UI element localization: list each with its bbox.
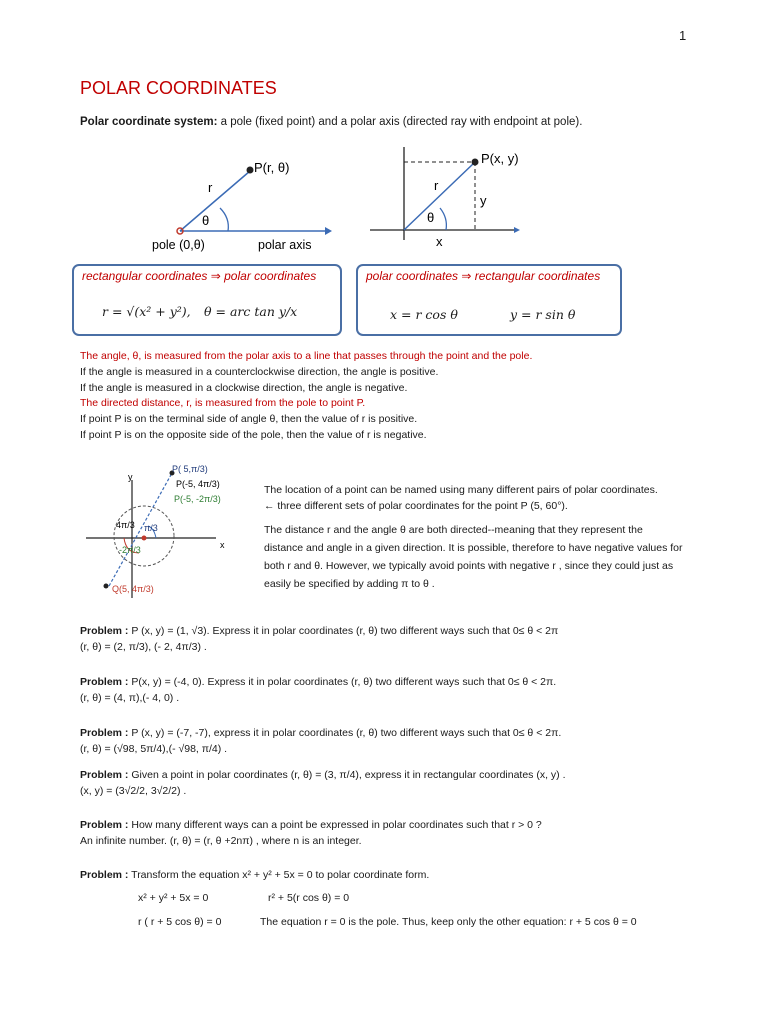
x-axis-arrow [514, 227, 520, 233]
location-line-2: ← three different sets of polar coordinates for the point P (5, 60°). [264, 500, 568, 512]
formula-y: y = r sin θ [510, 307, 576, 322]
rect-diagram [370, 145, 530, 255]
problem-1-answer: (r, θ) = (2, π/3), (- 2, 4π/3) . [80, 640, 207, 653]
point-pxy-label: P(x, y) [481, 151, 519, 166]
problem-6-text: Transform the equation x² + y² + 5x = 0 to polar coordinate form. [128, 869, 430, 881]
polar-diagram [140, 150, 340, 260]
fig3-angle3: -2π/3 [119, 545, 141, 555]
equation-4: The equation r = 0 is the pole. Thus, keep only the other equation: r + 5 cos θ = 0 [260, 916, 637, 928]
location-line-5: both r and θ. However, we typically avoid points with negative r , since they could just as [264, 560, 674, 572]
fig3-angle2: π/3 [144, 523, 158, 533]
angle-rules [80, 349, 532, 444]
fig3-y-label: y [128, 472, 133, 482]
page-title: POLAR COORDINATES [80, 78, 277, 98]
multiple-coords-diagram [84, 458, 254, 600]
fig3-point-q [104, 584, 109, 589]
problem-3-label: Problem : [80, 727, 129, 739]
y-label-2: y [480, 193, 487, 208]
problem-6-label: Problem : [80, 869, 129, 881]
problem-3-text: P (x, y) = (-7, -7), express it in polar coordinates (r, θ) two different ways such that 0≤ θ < 2π. [128, 727, 562, 739]
problem-4-answer: (x, y) = (3√2/2, 3√2/2) . [80, 784, 187, 797]
formula-theta: θ = arc tan y/x [204, 304, 298, 319]
point-p-label: P(r, θ) [254, 160, 290, 175]
formula-x: x = r cos θ [390, 307, 458, 322]
problem-5 [80, 818, 542, 849]
radius-line-2 [404, 163, 474, 230]
problem-1-text: P (x, y) = (1, √3). Express it in polar coordinates (r, θ) two different ways such that 0≤ θ < 2π [128, 625, 559, 637]
rule-line-2: If the angle is measured in a counterclockwise direction, the angle is positive. [80, 365, 439, 378]
polar-to-rect-title: polar coordinates ⇒ rectangular coordinates [366, 269, 601, 283]
location-line-4: distance and angle in a given direction. It is possible, therefore to have negative values for [264, 542, 683, 554]
location-line-6: easily be specified by adding π to θ . [264, 578, 435, 590]
problem-3-answer: (r, θ) = (√98, 5π/4),(- √98, π/4) . [80, 742, 228, 755]
rule-line-1: The angle, θ, is measured from the polar axis to a line that passes through the point and the pole. [80, 350, 533, 362]
point-p-dot [247, 167, 254, 174]
problem-2-label: Problem : [80, 676, 129, 688]
equation-1: x² + y² + 5x = 0 [138, 892, 209, 904]
problem-5-answer: An infinite number. (r, θ) = (r, θ +2nπ) , where n is an integer. [80, 834, 362, 847]
rule-line-4: The directed distance, r, is measured from the pole to point P. [80, 397, 366, 410]
formula-r: r = √(x² + y²), [102, 304, 191, 319]
problem-3 [80, 726, 561, 757]
rule-line-5: If point P is on the terminal side of angle θ, then the value of r is positive. [80, 413, 418, 426]
problem-5-label: Problem : [80, 819, 129, 831]
problem-6 [80, 868, 429, 884]
pole-label: pole (0,θ) [152, 238, 205, 252]
radius-line [180, 171, 250, 231]
problem-2-text: P(x, y) = (-4, 0). Express it in polar coordinates (r, θ) two different ways such that 0≤ θ < 2π. [128, 676, 557, 688]
intro-label: Polar coordinate system: [80, 116, 218, 128]
equation-2: r² + 5(r cos θ) = 0 [268, 892, 350, 904]
problem-1-label: Problem : [80, 625, 129, 637]
rect-to-polar-title: rectangular coordinates ⇒ polar coordinates [82, 269, 317, 283]
location-line-1: The location of a point can be named using many different pairs of polar coordinates. [264, 484, 658, 496]
theta-label: θ [202, 213, 210, 228]
polar-axis-label: polar axis [258, 238, 312, 252]
r-label: r [208, 180, 213, 195]
problem-2 [80, 675, 556, 706]
fig3-origin [142, 536, 147, 541]
fig3-x-label: x [220, 540, 225, 550]
theta-label-2: θ [427, 210, 435, 225]
problem-5-text: How many different ways can a point be expressed in polar coordinates such that r > 0 ? [128, 819, 542, 831]
fig3-p2-label: P(-5, 4π/3) [176, 479, 220, 489]
rule-line-6: If point P is on the opposite side of the pole, then the value of r is negative. [80, 428, 427, 441]
fig3-p1-label: P( 5,π/3) [172, 464, 208, 474]
polar-to-rect-box [356, 264, 622, 336]
equation-3: r ( r + 5 cos θ) = 0 [138, 916, 222, 928]
page-number: 1 [679, 28, 687, 43]
r-label-2: r [434, 178, 439, 193]
problem-4 [80, 768, 566, 799]
fig3-q-label: Q(5, 4π/3) [112, 584, 154, 594]
rule-line-3: If the angle is measured in a clockwise direction, the angle is negative. [80, 381, 408, 394]
problem-2-answer: (r, θ) = (4, π),(- 4, 0) . [80, 691, 180, 704]
location-line-3: The distance r and the angle θ are both directed--meaning that they represent the [264, 524, 643, 536]
fig3-p3-label: P(-5, -2π/3) [174, 494, 221, 504]
problem-4-label: Problem : [80, 769, 129, 781]
problem-1 [80, 624, 558, 655]
angle-arc-2 [440, 208, 446, 230]
rect-to-polar-box [72, 264, 342, 336]
intro-text: a pole (fixed point) and a polar axis (directed ray with endpoint at pole). [217, 116, 583, 128]
fig3-angle1: 4π/3 [116, 520, 135, 530]
angle-arc [220, 208, 228, 231]
x-label-2: x [436, 234, 443, 249]
intro-line [80, 116, 582, 128]
problem-4-text: Given a point in polar coordinates (r, θ) = (3, π/4), express it in rectangular coordinates (x, y) . [128, 769, 566, 781]
polar-axis-arrow [325, 227, 332, 235]
